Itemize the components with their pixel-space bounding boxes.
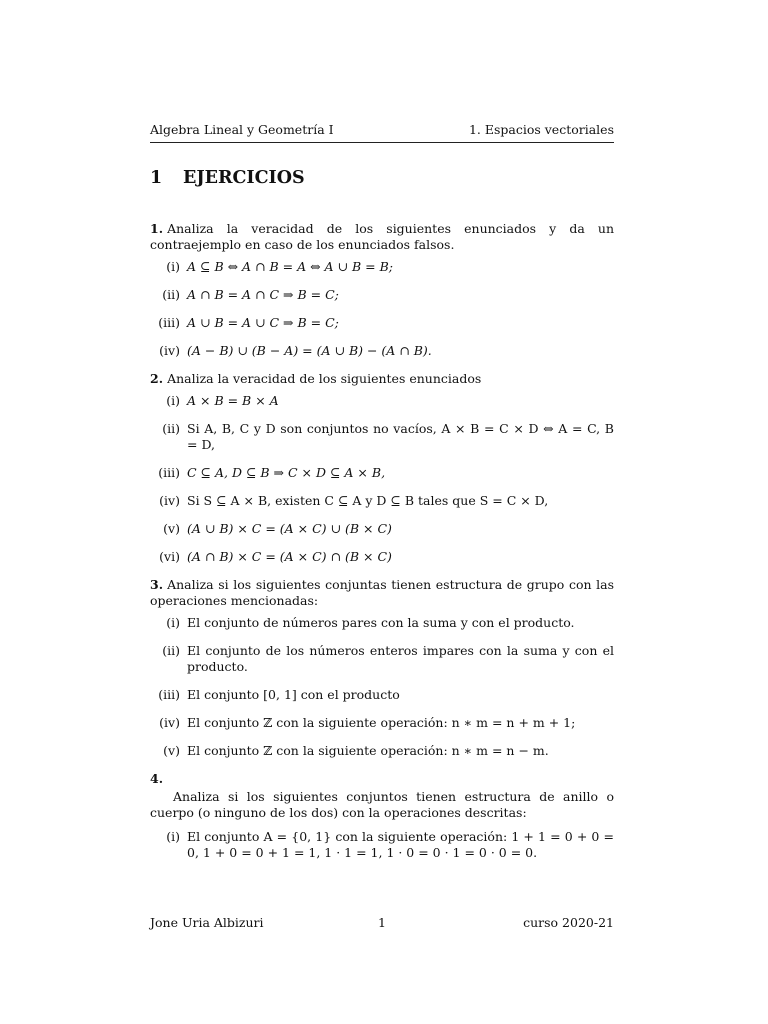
exercise-1-statement (150, 221, 614, 253)
item-label: (ii) (162, 287, 180, 302)
section-heading (150, 168, 305, 188)
footer-author: Jone Uria Albizuri (150, 915, 264, 930)
list-item (150, 259, 614, 275)
item-text: A ∪ B = A ∪ C ⇒ B = C; (187, 315, 339, 330)
list-item (150, 687, 614, 703)
exercise-number: 2. (150, 371, 164, 386)
list-item (150, 715, 614, 731)
item-text: El conjunto [0, 1] con el producto (187, 687, 400, 702)
list-item (150, 549, 614, 565)
item-label: (iii) (158, 315, 180, 330)
item-text: Si A, B, C y D son conjuntos no vacíos, A × B = C × D ⇔ A = C, B = D, (187, 421, 614, 452)
section-title: EJERCICIOS (183, 168, 305, 188)
list-item (150, 421, 614, 453)
exercise-text: Analiza si los siguientes conjuntos tienen estructura de anillo o cuerpo (o ninguno de los dos) con la operaciones descritas: (150, 789, 614, 820)
exercise-2-statement (150, 371, 614, 387)
item-label: (ii) (162, 643, 180, 658)
item-label: (v) (163, 743, 180, 758)
item-label: (i) (166, 393, 180, 408)
exercise-text: Analiza la veracidad de los siguientes enunciados y da un contraejemplo en caso de los enunciados falsos. (150, 221, 614, 252)
list-item (150, 393, 614, 409)
list-item (150, 521, 614, 537)
item-label: (iv) (159, 343, 180, 358)
item-text: El conjunto ℤ con la siguiente operación: n ∗ m = n + m + 1; (187, 715, 576, 730)
exercise-4-number (150, 771, 614, 787)
footer-course-year: curso 2020-21 (523, 915, 614, 930)
list-item (150, 493, 614, 509)
item-text: El conjunto de los números enteros impares con la suma y con el producto. (187, 643, 614, 674)
item-label: (i) (166, 259, 180, 274)
item-text: (A ∪ B) × C = (A × C) ∪ (B × C) (187, 521, 392, 536)
item-text: A × B = B × A (187, 393, 279, 408)
exercise-4-items (150, 829, 614, 861)
item-label: (iii) (158, 687, 180, 702)
exercise-list (150, 221, 614, 873)
item-label: (iv) (159, 493, 180, 508)
item-label: (iii) (158, 465, 180, 480)
page-number: 1 (378, 915, 386, 930)
item-text: (A ∩ B) × C = (A × C) ∩ (B × C) (187, 549, 392, 564)
list-item (150, 315, 614, 331)
item-label: (iv) (159, 715, 180, 730)
exercise-number: 4. (150, 771, 164, 786)
document-page (150, 0, 614, 1024)
header-course-title: Algebra Lineal y Geometría I (150, 122, 334, 137)
item-label: (i) (166, 615, 180, 630)
item-label: (i) (166, 829, 180, 844)
item-text: El conjunto A = {0, 1} con la siguiente operación: 1 + 1 = 0 + 0 = 0, 1 + 0 = 0 + 1 = 1, 1 · 1 = 1, 1 · 0 = 0 · 1 = 0 · 0 = 0. (187, 829, 614, 860)
exercise-text: Analiza si los siguientes conjuntas tienen estructura de grupo con las operaciones mencionadas: (150, 577, 614, 608)
header-chapter-title: 1. Espacios vectoriales (468, 122, 614, 137)
list-item (150, 615, 614, 631)
exercise-1-items (150, 259, 614, 359)
exercise-3-statement (150, 577, 614, 609)
item-text: El conjunto ℤ con la siguiente operación: n ∗ m = n − m. (187, 743, 549, 758)
list-item (150, 829, 614, 861)
item-label: (ii) (162, 421, 180, 436)
item-text: C ⊆ A, D ⊆ B ⇒ C × D ⊆ A × B, (187, 465, 386, 480)
list-item (150, 465, 614, 481)
list-item (150, 287, 614, 303)
exercise-text: Analiza la veracidad de los siguientes enunciados (167, 371, 482, 386)
item-text: A ⊆ B ⇔ A ∩ B = A ⇔ A ∪ B = B; (187, 259, 394, 274)
item-label: (vi) (159, 549, 180, 564)
exercise-4-statement (150, 789, 614, 821)
exercise-3-items (150, 615, 614, 759)
item-text: A ∩ B = A ∩ C ⇒ B = C; (187, 287, 339, 302)
list-item (150, 743, 614, 759)
running-header (150, 122, 614, 143)
exercise-number: 3. (150, 577, 164, 592)
item-text: Si S ⊆ A × B, existen C ⊆ A y D ⊆ B tales que S = C × D, (187, 493, 549, 508)
exercise-2-items (150, 393, 614, 565)
item-text: (A − B) ∪ (B − A) = (A ∪ B) − (A ∩ B). (187, 343, 432, 358)
item-text: El conjunto de números pares con la suma y con el producto. (187, 615, 575, 630)
list-item (150, 643, 614, 675)
exercise-number: 1. (150, 221, 164, 236)
list-item (150, 343, 614, 359)
section-number: 1 (150, 168, 163, 188)
item-label: (v) (163, 521, 180, 536)
